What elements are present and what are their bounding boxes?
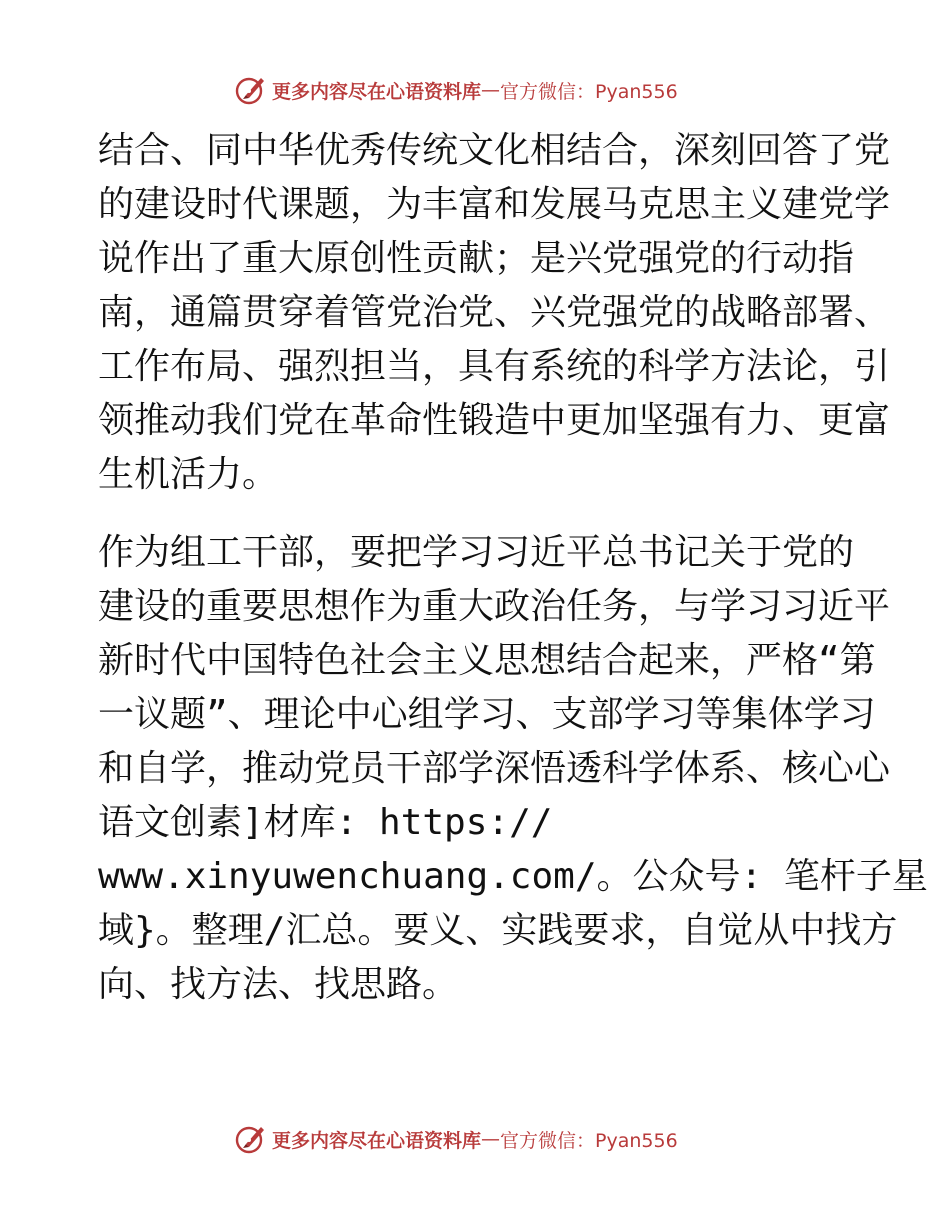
watermark-separator: — — [481, 79, 501, 101]
pen-nib-circle-icon — [234, 73, 268, 107]
text-line: 和自学，推动党员干部学深悟透科学体系、核心心 — [98, 748, 891, 789]
text-line: 南，通篇贯穿着管党治党、兴党强党的战略部署、 — [98, 292, 891, 333]
text-line: 说作出了重大原创性贡献；是兴党强党的行动指 — [98, 238, 855, 279]
watermark-wechat: 官方微信：Pyan556 — [500, 80, 678, 103]
text-line: 作为组工干部，要把学习习近平总书记关于党的 — [98, 532, 855, 573]
text-line: 向、找方法、找思路。 — [98, 964, 459, 1005]
header-watermark — [234, 72, 678, 108]
text-line: 结合、同中华优秀传统文化相结合，深刻回答了党 — [98, 130, 891, 171]
text-line: 一议题”、理论中心组学习、支部学习等集体学习 — [98, 694, 876, 735]
pen-nib-circle-icon — [234, 1122, 268, 1156]
paragraph-1 — [98, 124, 891, 502]
text-line: 工作布局、强烈担当，具有系统的科学方法论，引 — [98, 346, 891, 387]
text-line: 新时代中国特色社会主义思想结合起来，严格“第 — [98, 640, 876, 681]
text-line: 建设的重要思想作为重大政治任务，与学习习近平 — [98, 586, 891, 627]
watermark-separator: — — [481, 1128, 501, 1150]
paragraph-2 — [98, 526, 928, 1012]
text-line: 领推动我们党在革命性锻造中更加坚强有力、更富 — [98, 400, 891, 441]
footer-watermark — [234, 1121, 678, 1157]
text-line: 的建设时代课题，为丰富和发展马克思主义建党学 — [98, 184, 891, 225]
watermark-wechat: 官方微信：Pyan556 — [500, 1129, 678, 1152]
watermark-brand: 更多内容尽在心语资料库 — [272, 80, 482, 103]
text-line: 语文创素]材库: https:// — [98, 802, 553, 843]
document-body — [98, 124, 928, 1012]
text-line: www.xinyuwenchuang.com/。公众号: 笔杆子星 — [98, 856, 928, 897]
text-line: 生机活力。 — [98, 454, 279, 495]
text-line: 域}。整理/汇总。要义、实践要求，自觉从中找方 — [98, 910, 898, 951]
watermark-brand: 更多内容尽在心语资料库 — [272, 1129, 482, 1152]
